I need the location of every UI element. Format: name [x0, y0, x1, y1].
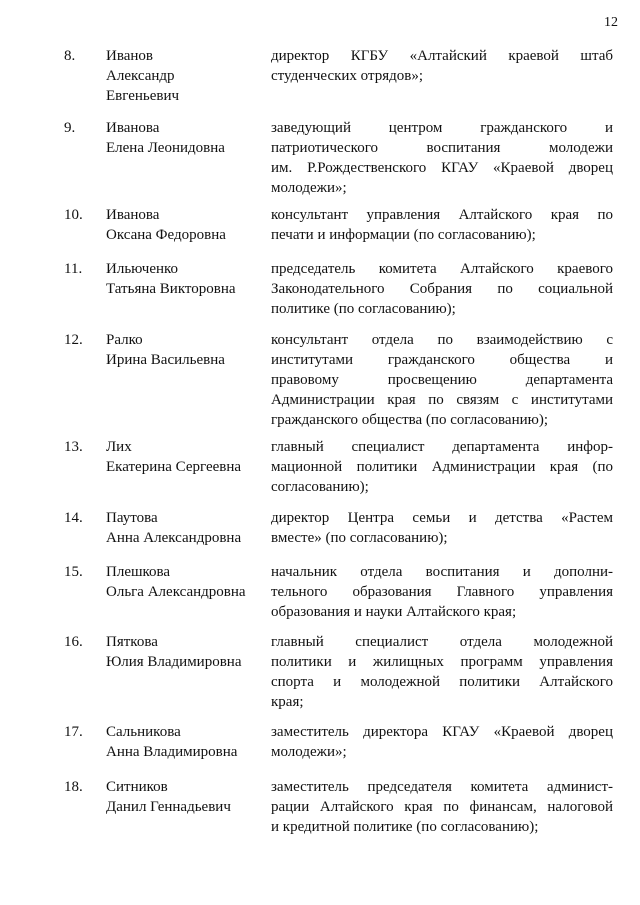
person-name: [106, 722, 268, 762]
description-line: правовому просвещению департамента: [271, 372, 613, 388]
name-line: Александр: [106, 68, 175, 84]
name-line: Екатерина Сергеевна: [106, 459, 242, 475]
description-line: тельного образования Главного управления: [271, 584, 613, 600]
person-name: [106, 632, 268, 672]
name-line: Иванова: [106, 120, 160, 136]
person-name: [106, 259, 268, 299]
item-number: 16.: [64, 634, 83, 650]
name-line: Анна Александровна: [106, 530, 242, 546]
item-number: 18.: [64, 779, 83, 795]
description-line: политики и жилищных программ управления: [271, 654, 613, 670]
item-number: 8.: [64, 48, 76, 64]
description-line: мационной политики Администрации края (по: [271, 459, 613, 475]
description-line: консультант отдела по взаимодействию с: [271, 332, 613, 348]
name-line: Пяткова: [106, 634, 158, 650]
name-line: Ольга Александровна: [106, 584, 246, 600]
name-line: Оксана Федоровна: [106, 227, 226, 243]
person-name: [106, 205, 268, 245]
name-line: Иванов: [106, 48, 153, 64]
description-line: молодежи»;: [271, 744, 347, 760]
name-line: Ирина Васильевна: [106, 352, 225, 368]
page-number: 12: [604, 15, 618, 30]
item-number: 17.: [64, 724, 83, 740]
description-line: председатель комитета Алтайского краевого: [271, 261, 613, 277]
description-line: Администрации края по связям с институтами: [271, 392, 613, 408]
position-description: [271, 46, 613, 86]
position-description: [271, 330, 613, 430]
description-line: главный специалист отдела молодежной: [271, 634, 613, 650]
name-line: Паутова: [106, 510, 158, 526]
description-line: заместитель председателя комитета админист-: [271, 779, 613, 795]
description-line: главный специалист департамента инфор-: [271, 439, 613, 455]
person-name: [106, 777, 268, 817]
position-description: [271, 259, 613, 319]
description-line: начальник отдела воспитания и дополни-: [271, 564, 613, 580]
name-line: Ралко: [106, 332, 143, 348]
description-line: студенческих отрядов»;: [271, 68, 424, 84]
description-line: гражданского общества (по согласованию);: [271, 412, 549, 428]
description-line: вместе» (по согласованию);: [271, 530, 448, 546]
position-description: [271, 437, 613, 497]
name-line: Иванова: [106, 207, 160, 223]
description-line: политике (по согласованию);: [271, 301, 456, 317]
position-description: [271, 777, 613, 837]
item-number: 15.: [64, 564, 83, 580]
name-line: Татьяна Викторовна: [106, 281, 236, 297]
item-number: 10.: [64, 207, 83, 223]
description-line: им. Р.Рождественского КГАУ «Краевой дворец: [271, 160, 613, 176]
item-number: 11.: [64, 261, 83, 277]
description-line: Законодательного Собрания по социальной: [271, 281, 613, 297]
position-description: [271, 632, 613, 712]
position-description: [271, 205, 613, 245]
name-line: Лих: [106, 439, 132, 455]
description-line: консультант управления Алтайского края по: [271, 207, 613, 223]
name-line: Юлия Владимировна: [106, 654, 242, 670]
person-name: [106, 508, 268, 548]
name-line: Анна Владимировна: [106, 744, 238, 760]
name-line: Евгеньевич: [106, 88, 180, 104]
position-description: [271, 118, 613, 198]
description-line: заместитель директора КГАУ «Краевой дворец: [271, 724, 613, 740]
description-line: рации Алтайского края по финансам, налоговой: [271, 799, 613, 815]
description-line: директор КГБУ «Алтайский краевой штаб: [271, 48, 613, 64]
description-line: молодежи»;: [271, 180, 347, 196]
position-description: [271, 722, 613, 762]
item-number: 14.: [64, 510, 83, 526]
person-name: [106, 437, 268, 477]
person-name: [106, 118, 268, 158]
description-line: и кредитной политике (по согласованию);: [271, 819, 539, 835]
name-line: Ильюченко: [106, 261, 179, 277]
description-line: согласованию);: [271, 479, 369, 495]
item-number: 13.: [64, 439, 83, 455]
name-line: Данил Геннадьевич: [106, 799, 231, 815]
item-number: 9.: [64, 120, 76, 136]
name-line: Плешкова: [106, 564, 171, 580]
description-line: институтами гражданского общества и: [271, 352, 613, 368]
person-name: [106, 562, 268, 602]
description-line: патриотического воспитания молодежи: [271, 140, 613, 156]
description-line: образования и науки Алтайского края;: [271, 604, 517, 620]
item-number: 12.: [64, 332, 83, 348]
name-line: Сальникова: [106, 724, 181, 740]
description-line: края;: [271, 694, 304, 710]
name-line: Ситников: [106, 779, 168, 795]
description-line: спорта и молодежной политики Алтайского: [271, 674, 613, 690]
position-description: [271, 562, 613, 622]
position-description: [271, 508, 613, 548]
person-name: [106, 330, 268, 370]
description-line: заведующий центром гражданского и: [271, 120, 613, 136]
name-line: Елена Леонидовна: [106, 140, 225, 156]
description-line: директор Центра семьи и детства «Растем: [271, 510, 613, 526]
person-name: [106, 46, 268, 106]
description-line: печати и информации (по согласованию);: [271, 227, 536, 243]
